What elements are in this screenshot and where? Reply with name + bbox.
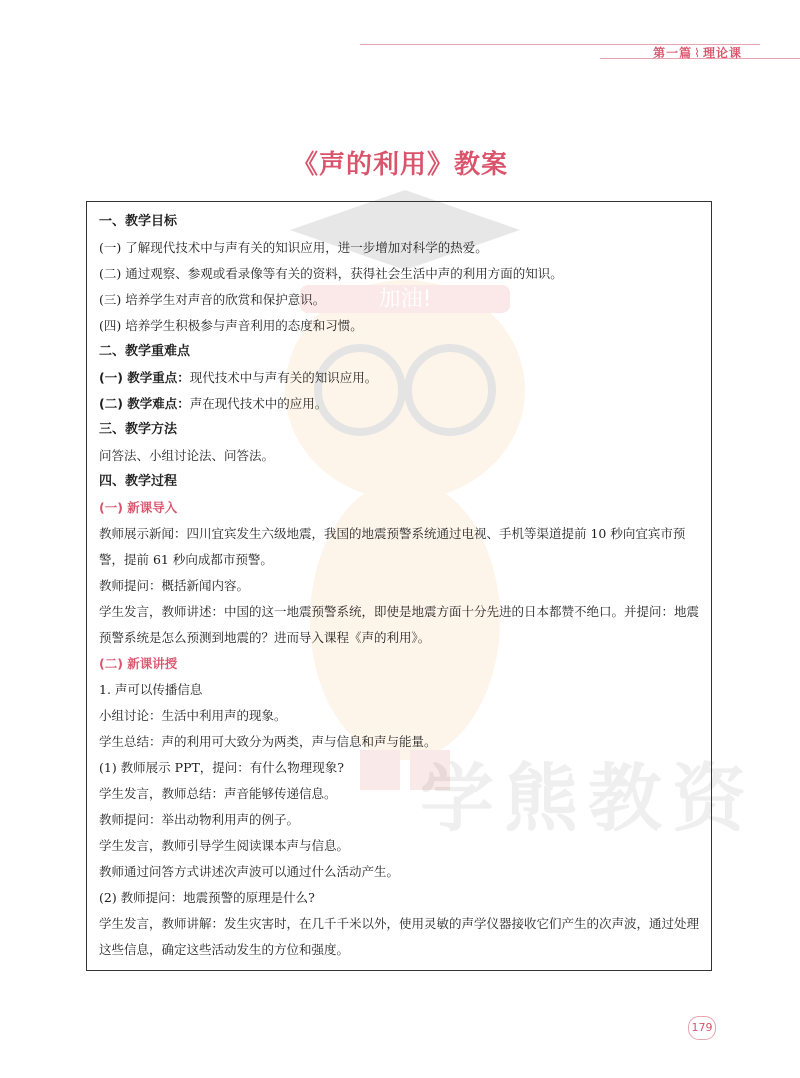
- difficult-point-label: (二) 教学难点：: [99, 396, 190, 411]
- key-point-text: 现代技术中与声有关的知识应用。: [189, 370, 378, 385]
- key-point-label: (一) 教学重点：: [99, 370, 190, 385]
- section-heading: 一、教学目标: [99, 214, 178, 229]
- paragraph: 学生总结：声的利用可大致分为两类，声与信息和声与能量。: [99, 734, 437, 749]
- objective-item: (四) 培养学生积极参与声音利用的态度和习惯。: [99, 318, 363, 333]
- key-point: [99, 365, 703, 391]
- paragraph: 教师通过问答方式讲述次声波可以通过什么活动产生。: [99, 864, 400, 879]
- objective-item: (一) 了解现代技术中与声有关的知识应用，进一步增加对科学的热爱。: [99, 240, 488, 255]
- paragraph: 教师提问：概括新闻内容。: [99, 578, 250, 593]
- section-heading: 三、教学方法: [99, 422, 178, 437]
- header-section: 理论课: [702, 46, 742, 60]
- section-heading: 二、教学重难点: [99, 344, 191, 359]
- difficult-point-text: 声在现代技术中的应用。: [189, 396, 328, 411]
- header-part: 第一篇: [653, 46, 693, 60]
- paragraph: (2) 教师提问：地震预警的原理是什么?: [99, 890, 315, 905]
- objective-item: (二) 通过观察、参观或看录像等有关的资料，获得社会生活中声的利用方面的知识。: [99, 266, 563, 281]
- paragraph: 学生发言，教师讲述：中国的这一地震预警系统，即使是地震方面十分先进的日本都赞不绝口。并提问：地震预警系统是怎么预测到地震的？进而导入课程《声的利用》。: [99, 604, 700, 645]
- paragraph: 教师展示新闻：四川宜宾发生六级地震，我国的地震预警系统通过电视、手机等渠道提前 10 秒向宜宾市预警，提前 61 秒向成都市预警。: [99, 526, 686, 567]
- section-heading: 四、教学过程: [99, 474, 178, 489]
- paragraph: 学生发言，教师讲解：发生灾害时，在几千千米以外，使用灵敏的声学仪器接收它们产生的次声波，通过处理这些信息，确定这些活动发生的方位和强度。: [99, 916, 700, 957]
- page-title: 《声的利用》教案: [291, 150, 508, 180]
- paragraph: 学生发言，教师总结：声音能够传递信息。: [99, 786, 337, 801]
- header-separator: ⌇: [694, 46, 701, 60]
- lesson-plan-content: [99, 209, 703, 963]
- paragraph: (1) 教师展示 PPT，提问：有什么物理现象?: [99, 760, 345, 775]
- page-number: 179: [688, 1016, 716, 1040]
- difficult-point: [99, 391, 703, 417]
- paragraph: 1. 声可以传播信息: [99, 682, 203, 697]
- subsection-heading: (一) 新课导入: [99, 500, 178, 515]
- objective-item: (三) 培养学生对声音的欣赏和保护意识。: [99, 292, 326, 307]
- paragraph: 学生发言，教师引导学生阅读课本声与信息。: [99, 838, 350, 853]
- mascot-headband-text: 加油!: [378, 287, 432, 312]
- method-text: 问答法、小组讨论法、问答法。: [99, 448, 275, 463]
- brand-watermark-text: 学熊教资: [420, 756, 756, 842]
- paragraph: 小组讨论：生活中利用声的现象。: [99, 708, 287, 723]
- running-header: [653, 44, 742, 61]
- paragraph: 教师提问：举出动物利用声的例子。: [99, 812, 300, 827]
- subsection-heading: (二) 新课讲授: [99, 656, 178, 671]
